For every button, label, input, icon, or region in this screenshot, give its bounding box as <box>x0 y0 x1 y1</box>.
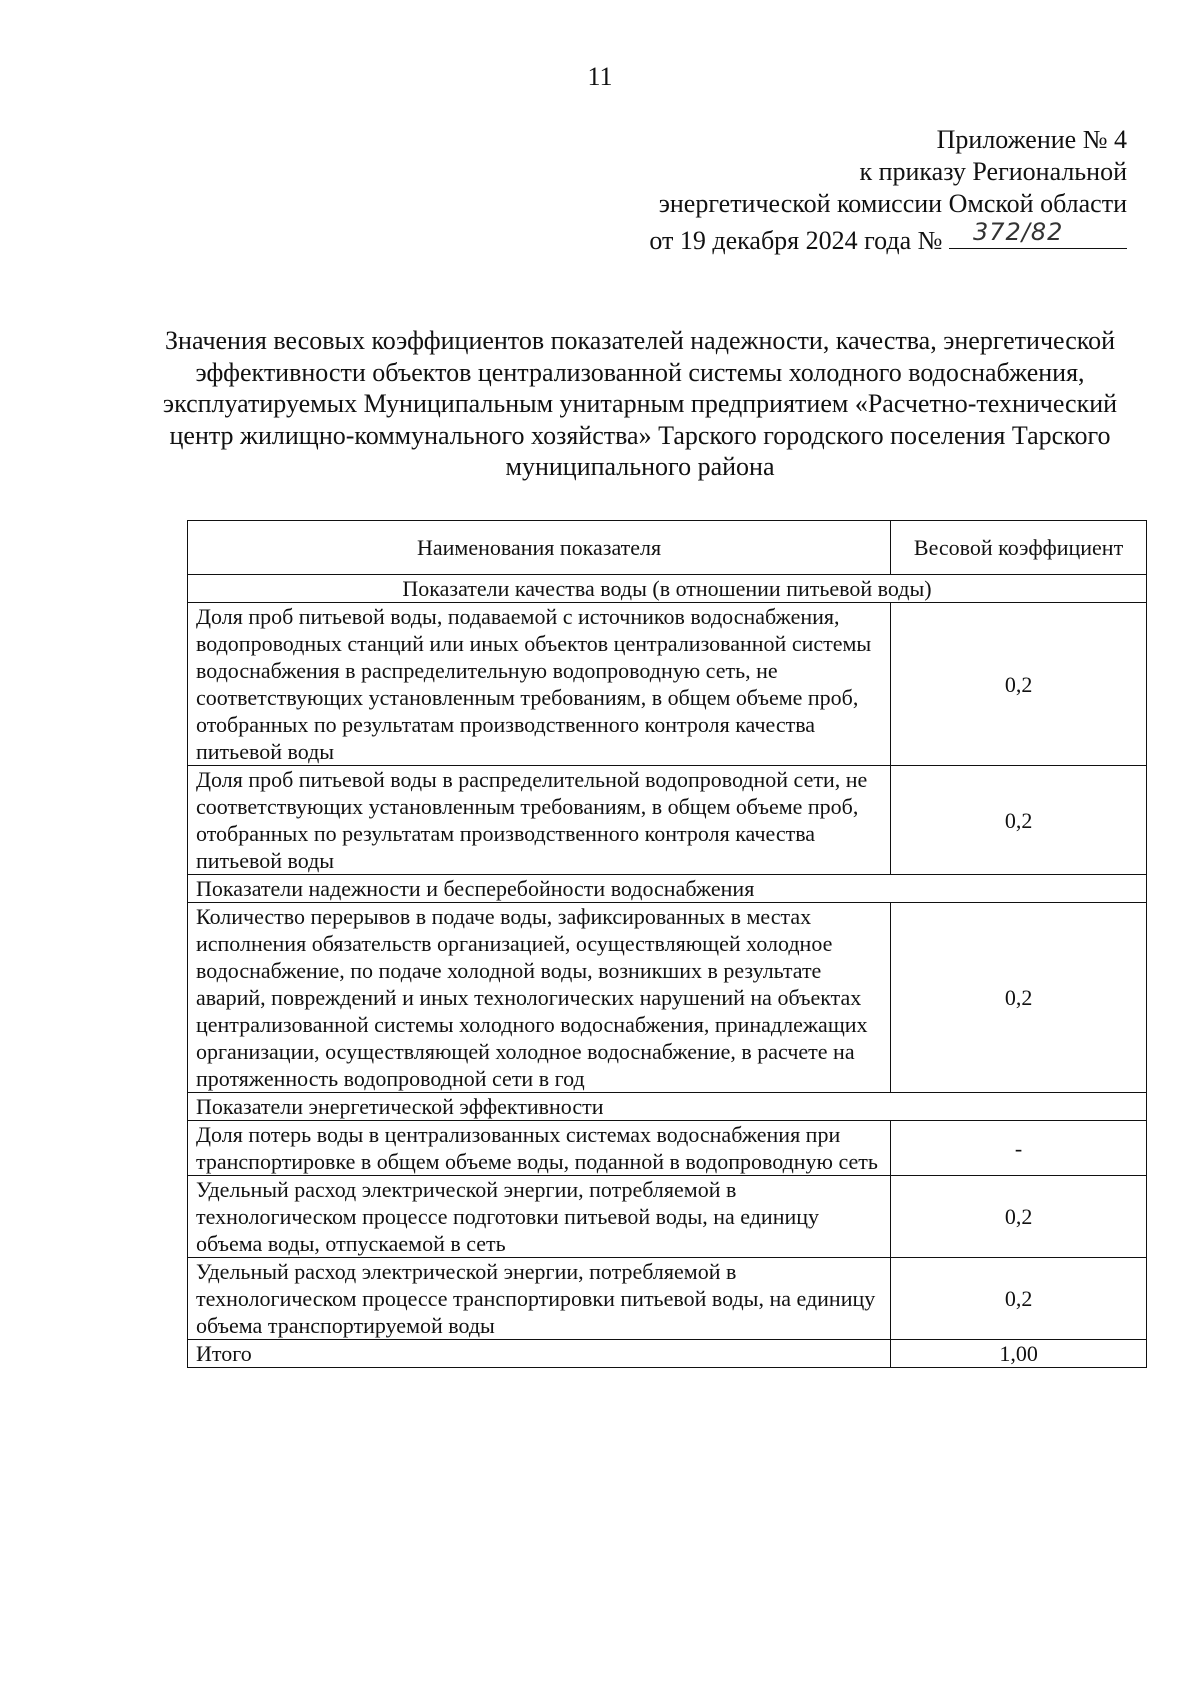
weights-table <box>187 520 1147 1368</box>
total-row <box>188 1340 1147 1368</box>
table-row <box>188 603 1147 766</box>
indicator-name: Доля проб питьевой воды, подаваемой с источников водоснабжения, водопроводных станций или иных объектов централизованной системы водоснабжения в распределительную водопроводную сеть, не соответствующих установленным требованиям, в общем объеме проб, отобранных по результатам производственного контроля качества питьевой воды <box>188 603 891 766</box>
appendix-line-3: энергетической комиссии Омской области <box>658 189 1127 218</box>
indicator-name: Доля проб питьевой воды в распределительной водопроводной сети, не соответствующих установленным требованиям, в общем объеме проб, отобранных по результатам производственного контроля качества питьевой воды <box>188 766 891 875</box>
page-number: 11 <box>587 62 613 91</box>
appendix-date: от 19 декабря 2024 года № <box>649 226 943 255</box>
indicator-name: Удельный расход электрической энергии, потребляемой в технологическом процессе подготовки питьевой воды, на единицу объема воды, отпускаемой в сеть <box>188 1176 891 1258</box>
header-name: Наименования показателя <box>188 521 891 575</box>
section-title: Показатели надежности и бесперебойности водоснабжения <box>188 875 1147 903</box>
indicator-weight: 0,2 <box>891 1176 1147 1258</box>
table-row <box>188 903 1147 1093</box>
total-label: Итого <box>188 1340 891 1368</box>
section-row <box>188 1093 1147 1121</box>
table-row <box>188 1176 1147 1258</box>
total-weight: 1,00 <box>891 1340 1147 1368</box>
indicator-name: Количество перерывов в подаче воды, зафиксированных в местах исполнения обязательств организацией, осуществляющей холодное водоснабжение, по подаче холодной воды, возникших в результате аварий, повреждений и иных технологических нарушений на объектах централизованной системы холодного водоснабжения, принадлежащих организации, осуществляющей холодное водоснабжение, в расчете на протяженность водопроводной сети в год <box>188 903 891 1093</box>
indicator-weight: 0,2 <box>891 903 1147 1093</box>
header-weight: Весовой коэффициент <box>891 521 1147 575</box>
indicator-name: Доля потерь воды в централизованных системах водоснабжения при транспортировке в общем объеме воды, поданной в водопроводную сеть <box>188 1121 891 1176</box>
order-number-handwritten: 372/82 <box>973 218 1064 246</box>
document-title: Значения весовых коэффициентов показателей надежности, качества, энергетической эффективности объектов централизованной системы холодного водоснабжения, эксплуатируемых Муниципальным унитарным предприятием «Расчетно-технический центр жилищно-коммунального хозяйства» Тарского городского поселения Тарского муниципального района <box>162 326 1118 481</box>
indicator-name: Удельный расход электрической энергии, потребляемой в технологическом процессе транспортировки питьевой воды, на единицу объема транспортируемой воды <box>188 1258 891 1340</box>
indicator-weight: 0,2 <box>891 1258 1147 1340</box>
appendix-line-2: к приказу Региональной <box>859 157 1127 186</box>
order-number-field <box>949 220 1127 249</box>
table-row <box>188 1258 1147 1340</box>
table-row <box>188 766 1147 875</box>
indicator-weight: - <box>891 1121 1147 1176</box>
section-title: Показатели качества воды (в отношении питьевой воды) <box>188 575 1147 603</box>
indicator-weight: 0,2 <box>891 766 1147 875</box>
appendix-line-1: Приложение № 4 <box>936 125 1127 154</box>
section-row <box>188 875 1147 903</box>
table-header-row <box>188 521 1147 575</box>
appendix-block <box>649 124 1127 257</box>
section-row <box>188 575 1147 603</box>
indicator-weight: 0,2 <box>891 603 1147 766</box>
table-row <box>188 1121 1147 1176</box>
section-title: Показатели энергетической эффективности <box>188 1093 1147 1121</box>
appendix-line-4 <box>649 220 1127 257</box>
